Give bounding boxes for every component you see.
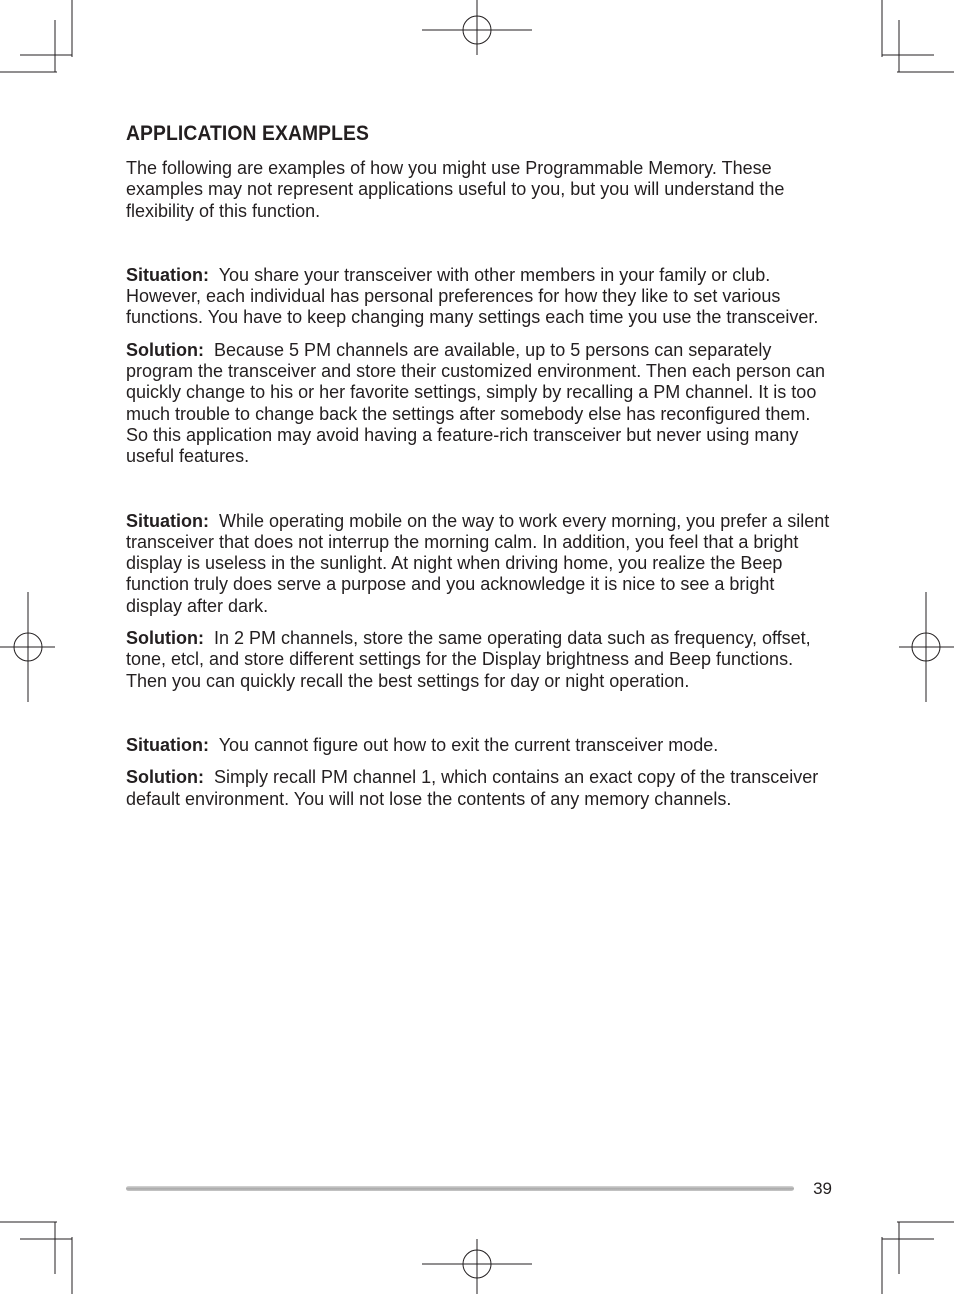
solution-paragraph	[126, 628, 832, 692]
solution-label: Solution:	[126, 628, 204, 649]
solution-text: Simply recall PM channel 1, which contains an exact copy of the transceiver default environment. You will not lose the contents of any memory channels.	[126, 767, 819, 809]
solution-paragraph	[126, 340, 832, 468]
intro-paragraph: The following are examples of how you might use Programmable Memory. These examples may not represent applications useful to you, but you will understand the flexibility of this function.	[126, 158, 785, 221]
situation-paragraph	[126, 511, 832, 617]
situation-text: You share your transceiver with other members in your family or club. However, each individual has personal preferences for how they like to set various functions. You have to keep changing many settings each time you use the transceiver.	[126, 264, 819, 328]
situation-label: Situation:	[126, 264, 209, 285]
section-heading: APPLICATION EXAMPLES	[126, 122, 370, 145]
footer-rule	[126, 1186, 794, 1191]
situation-paragraph	[126, 735, 832, 756]
situation-paragraph	[126, 265, 832, 329]
solution-text: Because 5 PM channels are available, up to 5 persons can separately program the transceiver and store their customized environment. Then each person can quickly change to his or her favorite settings, simply by recalling a PM channel. It is too much trouble to change back the settings after somebody else has reconfigured them. So this application may avoid having a feature-rich transceiver but never using many useful features.	[126, 339, 826, 467]
solution-text: In 2 PM channels, store the same operating data such as frequency, offset, tone, etcl, and store different settings for the Display brightness and Beep functions. Then you can quickly recall the best settings for day or night operation.	[126, 628, 811, 691]
example-2	[126, 511, 832, 692]
example-1	[126, 265, 832, 468]
solution-paragraph	[126, 767, 832, 810]
situation-label: Situation:	[126, 510, 209, 531]
page-number: 39	[813, 1179, 832, 1198]
solution-label: Solution:	[126, 767, 204, 788]
solution-label: Solution:	[126, 339, 204, 360]
situation-label: Situation:	[126, 734, 209, 755]
situation-text: While operating mobile on the way to work every morning, you prefer a silent transceiver that does not interrup the morning calm. In addition, you feel that a bright display is useless in the sunlight. At night when driving home, you realize the Beep function truly does serve a purpose and you acknowledge it is nice to see a bright display after dark.	[126, 510, 830, 616]
page-content	[126, 122, 832, 853]
example-3	[126, 735, 832, 810]
situation-text: You cannot figure out how to exit the current transceiver mode.	[218, 734, 719, 755]
